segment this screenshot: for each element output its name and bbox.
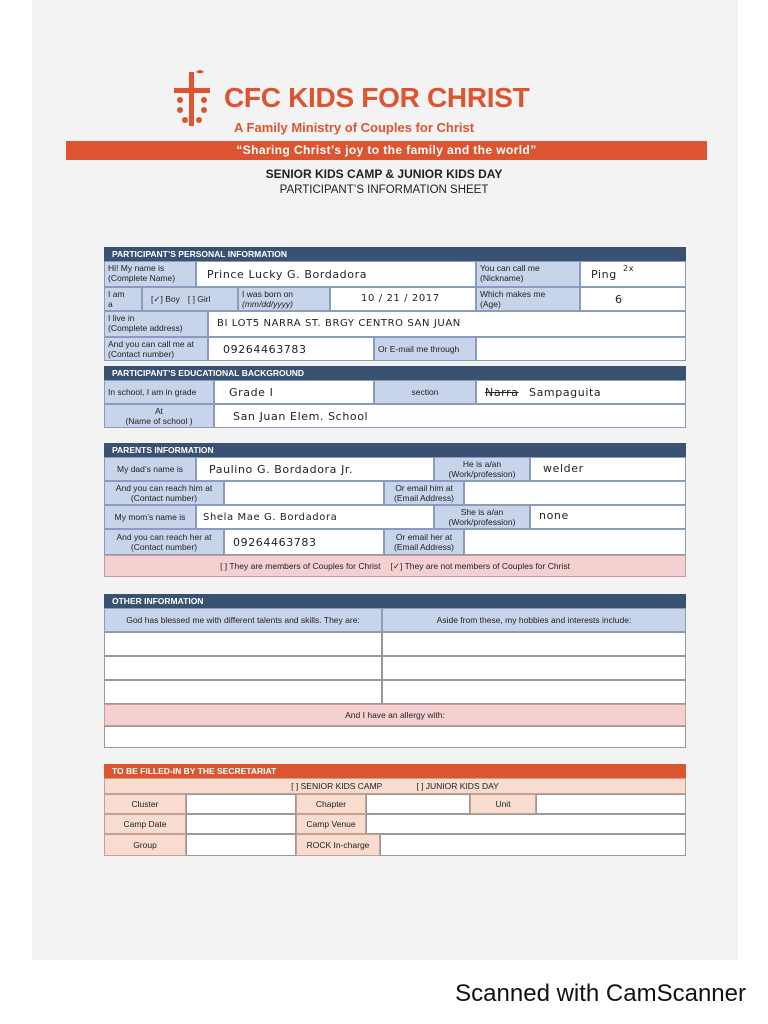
senior-kids-camp-checkbox[interactable]: [ ] SENIOR KIDS CAMP — [291, 781, 383, 791]
section-label: section — [374, 380, 476, 404]
nickname-field[interactable] — [580, 261, 686, 287]
hobbies-line-1[interactable] — [382, 632, 686, 656]
education-section-header: PARTICIPANT’S EDUCATIONAL BACKGROUND — [104, 366, 686, 380]
allergy-label: And I have an allergy with: — [104, 704, 686, 726]
born-label: I was born on (mm/dd/yyyy) — [238, 287, 330, 311]
allergy-field[interactable] — [104, 726, 686, 748]
group-field[interactable] — [186, 834, 296, 856]
rock-incharge-field[interactable] — [380, 834, 686, 856]
nickname-label: You can call me (Nickname) — [476, 261, 580, 287]
camp-venue-field[interactable] — [366, 814, 686, 834]
mom-work-field[interactable] — [530, 505, 686, 529]
mom-work-label: She is a/an (Work/profession) — [434, 505, 530, 529]
dad-name-field[interactable] — [196, 457, 434, 481]
mom-reach-field[interactable] — [224, 529, 384, 555]
section-struck-value: Narra — [485, 386, 519, 399]
camp-type-row — [104, 778, 686, 794]
members-no-checkbox[interactable]: [✓] They are not members of Couples for Christ — [390, 560, 570, 571]
mom-reach-value: 09264463783 — [233, 536, 317, 549]
chapter-label: Chapter — [296, 794, 366, 814]
name-field[interactable] — [196, 261, 476, 287]
sheet-title: PARTICIPANT’S INFORMATION SHEET — [279, 184, 489, 196]
school-label: At (Name of school ) — [104, 404, 214, 428]
girl-checkbox[interactable]: [ ] Girl — [187, 294, 211, 304]
boy-checkbox[interactable]: [✓] Boy — [151, 294, 180, 304]
dad-reach-label: And you can reach him at (Contact number) — [104, 481, 224, 505]
secretariat-section-header: TO BE FILLED-IN BY THE SECRETARIAT — [104, 764, 686, 778]
other-section-header: OTHER INFORMATION — [104, 594, 686, 608]
gender-options[interactable] — [142, 287, 238, 311]
i-am-label: I am a — [104, 287, 142, 311]
age-field[interactable] — [580, 287, 686, 311]
mom-name-label: My mom’s name is — [104, 505, 196, 529]
age-label: Which makes me (Age) — [476, 287, 580, 311]
talents-line-3[interactable] — [104, 680, 382, 704]
mom-email-field[interactable] — [464, 529, 686, 555]
chapter-field[interactable] — [366, 794, 470, 814]
cluster-field[interactable] — [186, 794, 296, 814]
address-field[interactable] — [208, 311, 686, 337]
talents-label: God has blessed me with different talents and skills. They are: — [104, 608, 382, 632]
unit-field[interactable] — [536, 794, 686, 814]
dad-work-value: welder — [543, 462, 584, 475]
contact-label: And you can call me at (Contact number) — [104, 337, 208, 361]
school-field[interactable] — [214, 404, 686, 428]
mom-email-label: Or email her at (Email Address) — [384, 529, 464, 555]
name-value: Prince Lucky G. Bordadora — [207, 268, 368, 281]
birthdate-value: 10 / 21 / 2017 — [361, 293, 440, 304]
camp-venue-label: Camp Venue — [296, 814, 366, 834]
dad-work-field[interactable] — [530, 457, 686, 481]
address-label: I live in (Complete address) — [104, 311, 208, 337]
mom-name-value: Shela Mae G. Bordadora — [203, 512, 338, 523]
dad-email-label: Or email him at (Email Address) — [384, 481, 464, 505]
email-label: Or E-mail me through — [374, 337, 476, 361]
cross-family-logo-icon — [168, 68, 216, 128]
cluster-label: Cluster — [104, 794, 186, 814]
parents-section-header: PARENTS INFORMATION — [104, 443, 686, 457]
personal-section-header: PARTICIPANT’S PERSONAL INFORMATION — [104, 247, 686, 261]
grade-field[interactable] — [214, 380, 374, 404]
name-label: Hi! My name is (Complete Name) — [104, 261, 196, 287]
address-value: BI LOT5 NARRA ST. BRGY CENTRO SAN JUAN — [217, 318, 461, 329]
slogan-banner — [66, 141, 707, 160]
section-field[interactable] — [476, 380, 686, 404]
mom-name-field[interactable] — [196, 505, 434, 529]
hobbies-label: Aside from these, my hobbies and interests include: — [382, 608, 686, 632]
hobbies-line-2[interactable] — [382, 656, 686, 680]
talents-line-1[interactable] — [104, 632, 382, 656]
camp-date-label: Camp Date — [104, 814, 186, 834]
event-title: SENIOR KIDS CAMP & JUNIOR KIDS DAY — [265, 167, 503, 181]
unit-label: Unit — [470, 794, 536, 814]
mom-reach-label: And you can reach her at (Contact number) — [104, 529, 224, 555]
contact-value: 09264463783 — [223, 343, 307, 356]
mom-work-value: none — [539, 509, 569, 522]
members-yes-checkbox[interactable]: [ ] They are members of Couples for Christ — [220, 561, 381, 571]
age-value: 6 — [615, 293, 623, 306]
grade-value: Grade I — [229, 386, 274, 399]
dad-email-field[interactable] — [464, 481, 686, 505]
talents-line-2[interactable] — [104, 656, 382, 680]
dad-name-label: My dad’s name is — [104, 457, 196, 481]
dad-work-label: He is a/an (Work/profession) — [434, 457, 530, 481]
camp-date-field[interactable] — [186, 814, 296, 834]
cfc-membership-row — [104, 555, 686, 577]
slogan-text: “Sharing Christ’s joy to the family and the world” — [236, 143, 537, 157]
camscanner-watermark: Scanned with CamScanner — [455, 980, 746, 1007]
email-field[interactable] — [476, 337, 686, 361]
nickname-value: Ping — [591, 268, 617, 281]
grade-label: In school, I am in grade — [104, 380, 214, 404]
rock-incharge-label: ROCK In-charge — [296, 834, 380, 856]
hobbies-line-3[interactable] — [382, 680, 686, 704]
school-value: San Juan Elem. School — [233, 410, 369, 423]
contact-field[interactable] — [208, 337, 374, 361]
birthdate-field[interactable] — [330, 287, 476, 311]
group-label: Group — [104, 834, 186, 856]
nickname-superscript: 2x — [623, 264, 635, 273]
junior-kids-day-checkbox[interactable]: [ ] JUNIOR KIDS DAY — [416, 781, 499, 791]
dad-reach-field[interactable] — [224, 481, 384, 505]
org-subtitle: A Family Ministry of Couples for Christ — [234, 120, 475, 135]
dad-name-value: Paulino G. Bordadora Jr. — [209, 463, 354, 476]
section-value: Sampaguita — [529, 386, 602, 399]
org-title: CFC KIDS FOR CHRIST — [224, 82, 530, 113]
